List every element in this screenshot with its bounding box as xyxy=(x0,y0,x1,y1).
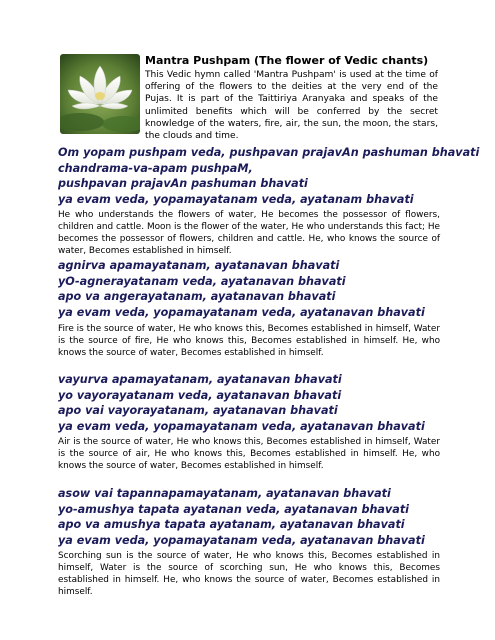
stanza-2-translation-block xyxy=(58,323,440,359)
stanza-1-translation-block xyxy=(58,209,440,257)
verse-line: Om yopam pushpam veda, pushpavan prajavAn pashuman bhavati xyxy=(58,146,480,159)
stanza-translation: He who understands the flowers of water, He becomes the possessor of flowers, children and cattle. Moon is the flower of the water, He who understands this fact; He becomes the possessor of flowers, children and cattle. He, who knows the source of water, Becomes established in himself. xyxy=(58,210,440,257)
stanza-translation: Scorching sun is the source of water, He who knows this, Becomes established in himself, Water is the source of scorching sun, He who knows this, Becomes established in himself. He, who knows the source of water, Becomes established in himself. xyxy=(58,551,440,598)
verse-line: apo vai vayorayatanam, ayatanavan bhavati xyxy=(58,404,338,417)
verse-line: chandrama-va-apam pushpaM, xyxy=(58,161,253,175)
verse-line: agnirva apamayatanam, ayatanavan bhavati xyxy=(58,259,340,272)
stanza-3-translation-block xyxy=(58,436,440,472)
stanza-4-translation-block xyxy=(58,550,440,598)
verse-line: ya evam veda, yopamayatanam veda, ayatanam bhavati xyxy=(58,192,414,206)
verse-line: ya evam veda, yopamayatanam veda, ayatanavan bhavati xyxy=(58,533,425,547)
verse-line: yo-amushya tapata ayatanan veda, ayatanavan bhavati xyxy=(58,502,410,516)
white-lotus-flower-image xyxy=(60,54,140,134)
stanza-translation: Fire is the source of water, He who knows this, Becomes established in himself, Water is the source of fire, He who knows this, Becomes established in himself. He, who knows the source of water, Becomes established in himself. xyxy=(58,324,440,359)
intro-title: Mantra Pushpam (The flower of Vedic chants) xyxy=(145,54,429,67)
stanza-4 xyxy=(58,486,440,548)
verse-line: vayurva apamayatanam, ayatanavan bhavati xyxy=(58,373,342,386)
verse-line: apo va angerayatanam, ayatanavan bhavati xyxy=(58,290,336,303)
stanza-translation: Air is the source of water, He who knows this, Becomes established in himself, Water is the source of air, He who knows this, Becomes established in himself. He, who knows the source of water, Becomes established in himself. xyxy=(58,437,440,472)
stanza-1 xyxy=(58,145,480,207)
intro-body: This Vedic hymn called 'Mantra Pushpam' is used at the time of offering of the flowers to the deities at the very end of the Pujas. It is part of the Taittiriya Aranyaka and speaks of the unlimited benefits which will be conferred by the secret knowledge of the waters, fire, air, the sun, the moon, the stars, the clouds and time. xyxy=(145,70,438,142)
verse-line: yO-agnerayatanam veda, ayatanavan bhavati xyxy=(58,274,346,288)
verse-line: apo va amushya tapata ayatanam, ayatanavan bhavati xyxy=(58,518,405,531)
verse-line: asow vai tapannapamayatanam, ayatanavan bhavati xyxy=(58,487,391,500)
verse-line: pushpavan prajavAn pashuman bhavati xyxy=(58,177,308,190)
stanza-3 xyxy=(58,372,440,434)
verse-line: yo vayorayatanam veda, ayatanavan bhavati xyxy=(58,388,342,402)
verse-line: ya evam veda, yopamayatanam veda, ayatanavan bhavati xyxy=(58,419,425,433)
intro-block xyxy=(145,54,438,142)
stanza-2 xyxy=(58,258,440,320)
verse-line: ya evam veda, yopamayatanam veda, ayatanavan bhavati xyxy=(58,305,425,319)
